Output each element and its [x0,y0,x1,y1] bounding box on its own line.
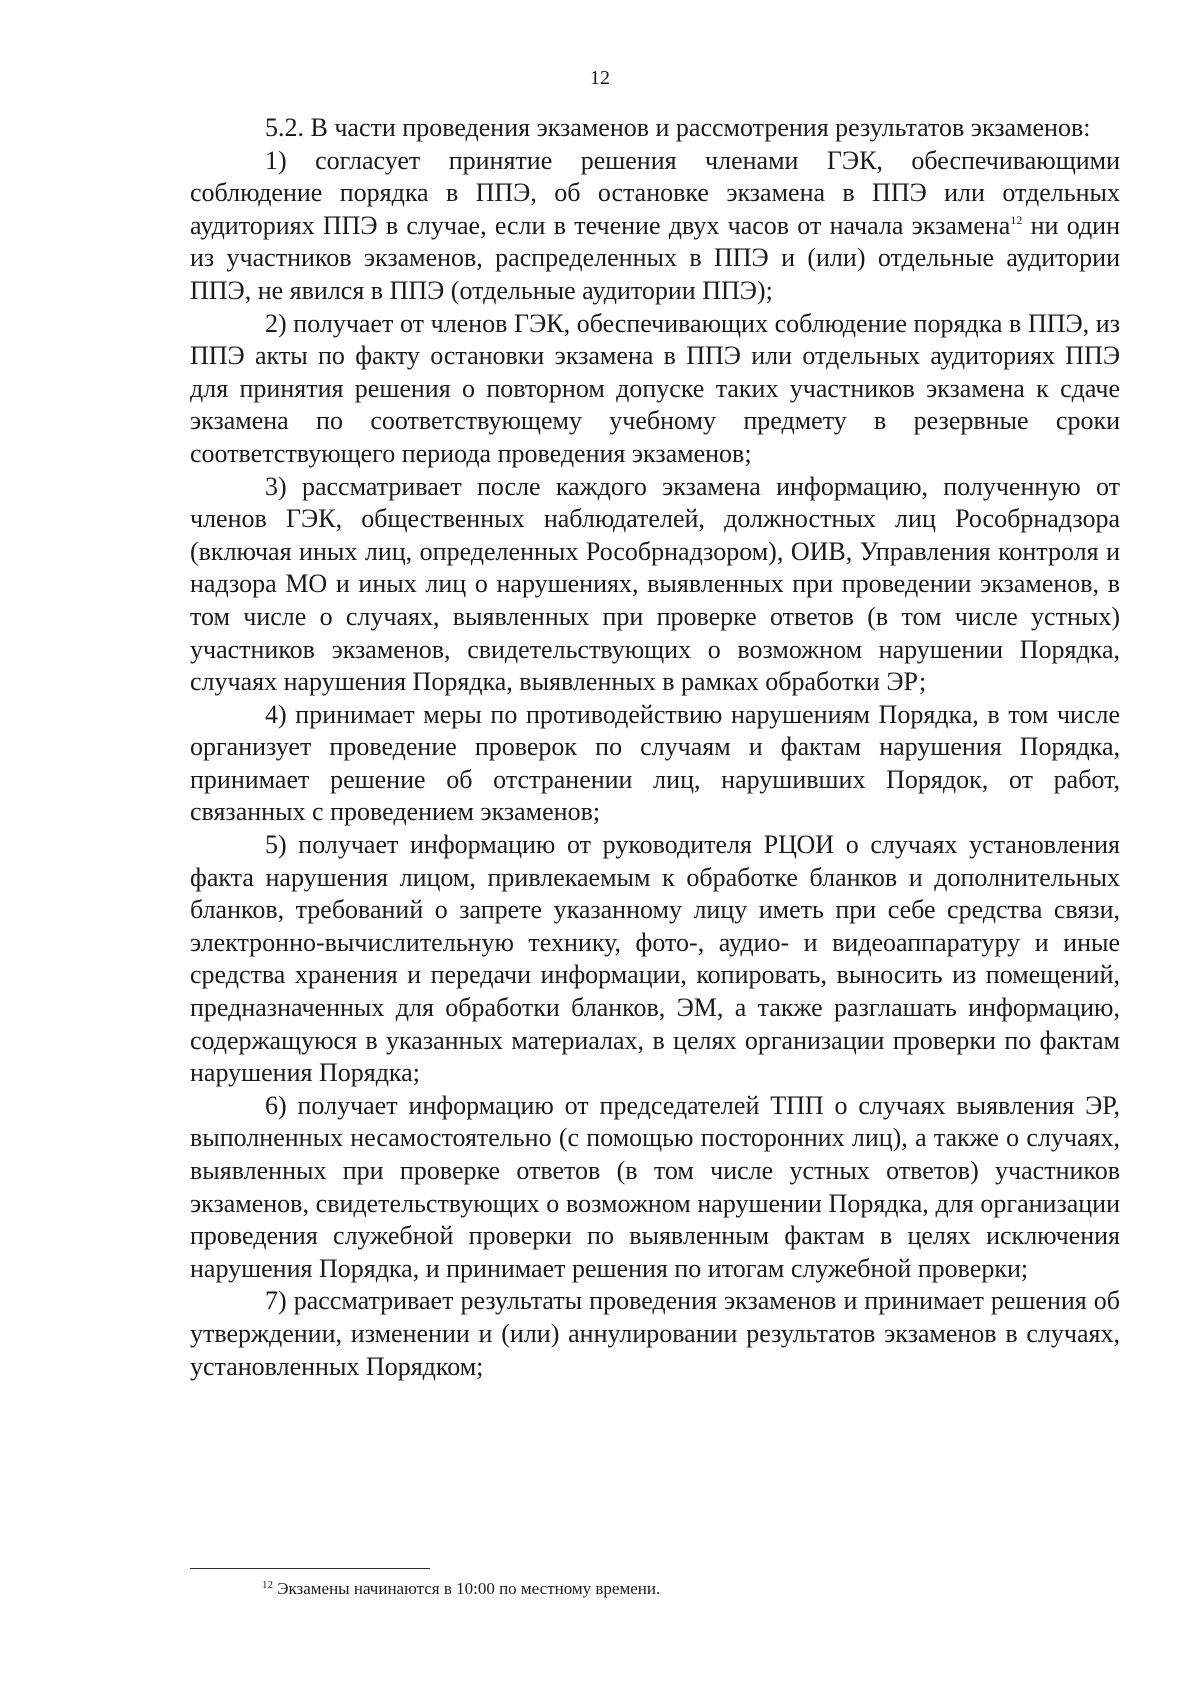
list-item-5: 5) получает информацию от руководителя РЦОИ о случаях установления факта нарушения лицом, привлекаемым к обработке бланков и дополнительных бланков, требований о запрете указанному лицу иметь при себе средства связи, электронно-вычислительную технику, фото-, аудио- и видеоаппаратуру и иные средства хранения и передачи информации, копировать, выносить из помещений, предназначенных для обработки бланков, ЭМ, а также разглашать информацию, содержащуюся в указанных материалах, в целях организации проверки по фактам нарушения Порядка; [190,830,1120,1088]
list-item-4: 4) принимает меры по противодействию нарушениям Порядка, в том числе организует проведение проверок по случаям и фактам нарушения Порядка, принимает решение об отстранении лиц, нарушивших Порядок, от работ, связанных с проведением экзаменов; [190,699,1120,827]
list-item-1 [190,145,1120,308]
page-number: 12 [590,67,610,89]
footnote-reference: 12 [1010,212,1023,227]
list-item-3: 3) рассматривает после каждого экзамена информацию, полученную от членов ГЭК, общественных наблюдателей, должностных лиц Рособрнадзора (включая иных лиц, определенных Рособрнадзором), ОИВ, Управления контроля и надзора МО и иных лиц о нарушениях, выявленных при проведении экзаменов, в том числе о случаях, выявленных при проверке ответов (в том числе устных) участников экзаменов, свидетельствующих о возможном нарушении Порядка, случаях нарушения Порядка, выявленных в рамках обработки ЭР; [190,471,1120,697]
list-item-1-text: 1) согласует принятие решения членами ГЭК, обеспечивающими соблюдение порядка в ППЭ, об остановке экзамена в ППЭ или отдельных аудиториях ППЭ в случае, если в течение двух часов от начала экзамена [190,145,1120,240]
footnote-mark: 12 [262,1579,273,1591]
list-item-1-text-cont: ни один из участников экзаменов, распределенных в ППЭ и (или) отдельные аудитории ППЭ, не явился в ППЭ (отдельные аудитории ППЭ); [190,210,1121,305]
footnote-divider [190,1568,430,1569]
list-item-6: 6) получает информацию от председателей ТПП о случаях выявления ЭР, выполненных несамостоятельно (с помощью посторонних лиц), а также о случаях, выявленных при проверке ответов (в том числе устных ответов) участников экзаменов, свидетельствующих о возможном нарушении Порядка, для организации проведения служебной проверки по выявленным фактам в целях исключения нарушения Порядка, и принимает решения по итогам служебной проверки; [190,1090,1120,1283]
footnote [262,1578,1120,1600]
section-5-2 [190,112,1120,1383]
list-item-7: 7) рассматривает результаты проведения экзаменов и принимает решения об утверждении, изменении и (или) аннулировании результатов экзаменов в случаях, установленных Порядком; [190,1286,1120,1381]
footnote-text: Экзамены начинаются в 10:00 по местному времени. [273,1579,661,1598]
list-item-2: 2) получает от членов ГЭК, обеспечивающих соблюдение порядка в ППЭ, из ППЭ акты по факту остановки экзамена в ППЭ или отдельных аудиториях ППЭ для принятия решения о повторном допуске таких участников экзамена к сдаче экзамена по соответствующему учебному предмету в резервные сроки соответствующего периода проведения экзаменов; [190,308,1120,468]
section-intro: 5.2. В части проведения экзаменов и рассмотрения результатов экзаменов: [265,113,1091,142]
